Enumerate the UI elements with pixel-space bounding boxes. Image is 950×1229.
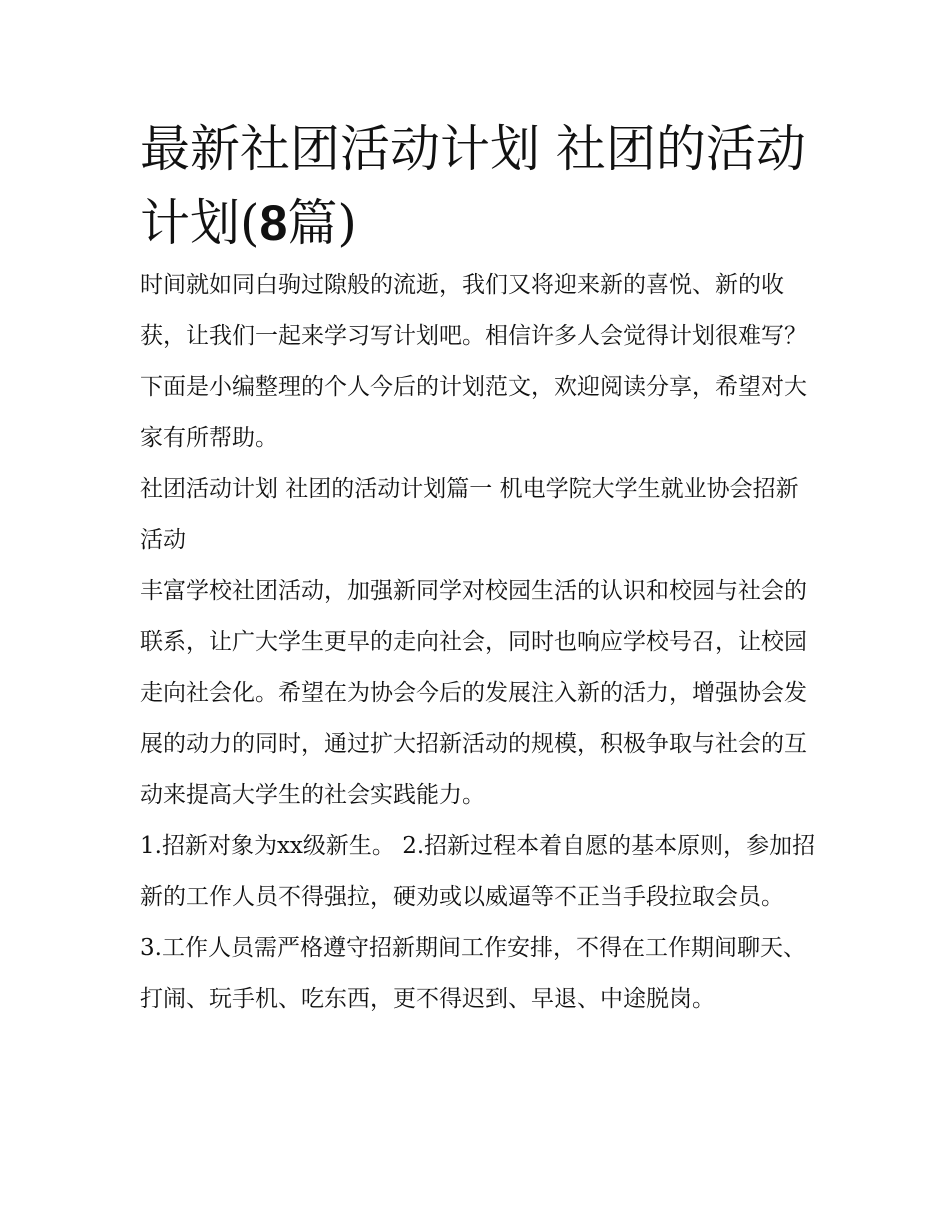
paragraph-rules-1-2: 1.招新对象为xx级新生。 2.招新过程本着自愿的基本原则，参加招新的工作人员不得强拉，硬劝或以威逼等不正当手段拉取会员。 (140, 833, 816, 910)
document-content (140, 112, 820, 1025)
document-title (140, 112, 820, 260)
document-body (140, 260, 820, 1025)
paragraph-section-heading: 社团活动计划 社团的活动计划篇一 机电学院大学生就业协会招新活动 (140, 476, 799, 553)
paragraph-purpose: 丰富学校社团活动，加强新同学对校园生活的认识和校园与社会的联系，让广大学生更早的走向社会，同时也响应学校号召，让校园走向社会化。希望在为协会今后的发展注入新的活力，增强协会发展的动力的同时，通过扩大招新活动的规模，积极争取与社会的互动来提高大学生的社会实践能力。 (140, 578, 807, 808)
paragraph-intro: 时间就如同白驹过隙般的流逝，我们又将迎来新的喜悦、新的收获，让我们一起来学习写计划吧。相信许多人会觉得计划很难写？下面是小编整理的个人今后的计划范文，欢迎阅读分享，希望对大家有所帮助。 (140, 272, 807, 451)
title-text-part2: 篇) (287, 194, 357, 252)
title-number: 8 (259, 195, 288, 251)
paragraph-rule-3: 3.工作人员需严格遵守招新期间工作安排，不得在工作期间聊天、打闹、玩手机、吃东西，更不得迟到、早退、中途脱岗。 (140, 935, 806, 1012)
title-text-part1: 最新社团活动计划 社团的活动计划( (140, 120, 806, 252)
